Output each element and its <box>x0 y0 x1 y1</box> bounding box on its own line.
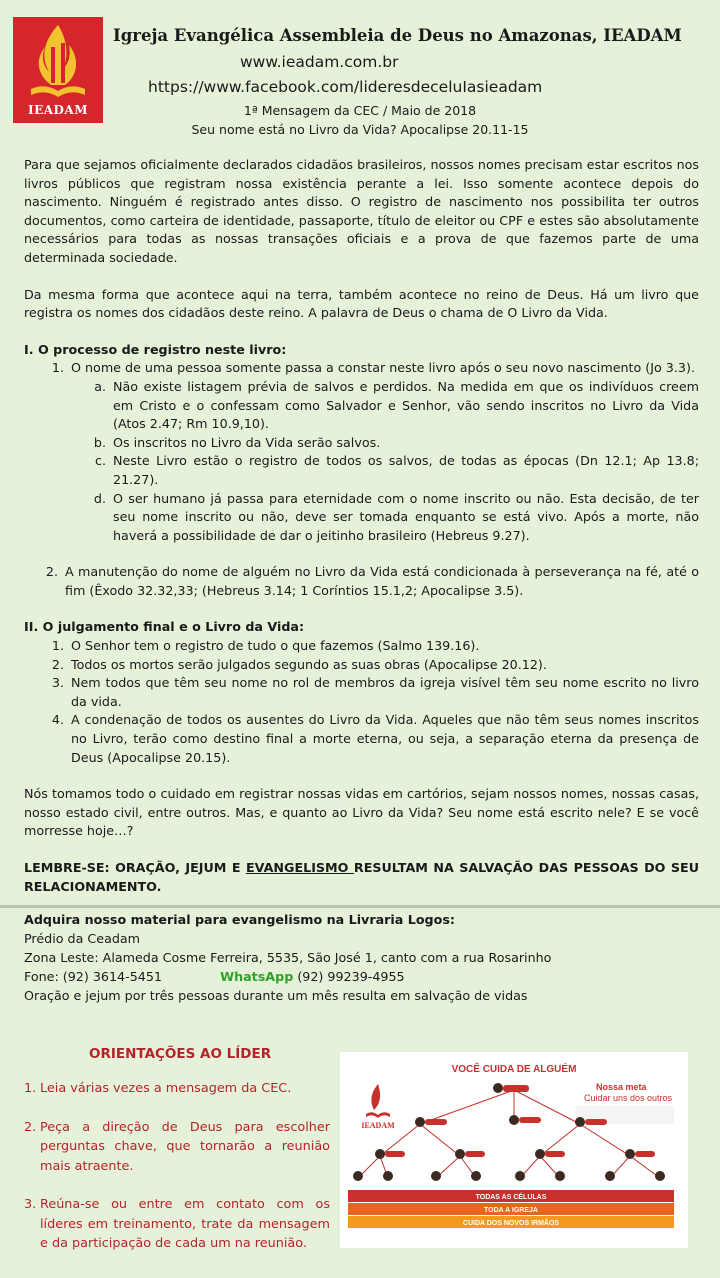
list-item: 2. Peça a direção de Deus para escolher perguntas chave, que tornarão a reunião mais atraente. <box>24 1119 330 1174</box>
list-item: 2. A manutenção do nome de alguém no Livro da Vida está condicionada à perseverança na fé, até o fim (Êxodo 32.32,33; (Hebreus 3.14; 1 Coríntios 15.1,2; Apocalipse 3.5). <box>45 564 699 598</box>
header <box>0 0 720 148</box>
guidance-title: ORIENTAÇÕES AO LÍDER <box>89 1046 272 1062</box>
store-info <box>24 910 704 1005</box>
tree-lines <box>358 1090 660 1178</box>
section-2-title: II. O julgamento final e o Livro da Vida: <box>24 619 305 635</box>
svg-text:TODAS AS CÉLULAS: TODAS AS CÉLULAS <box>475 1194 547 1201</box>
reminder: LEMBRE-SE: ORAÇÃO, JEJUM E EVANGELISMO RESULTAM NA SALVAÇÃO DAS PESSOAS DO SEU RELACIONAMENTO. <box>24 860 699 894</box>
message-line: 1ª Mensagem da CEC / Maio de 2018 <box>243 103 477 118</box>
list-item: 1. Leia várias vezes a mensagem da CEC. <box>24 1081 292 1096</box>
infographic-title: VOCÊ CUIDA DE ALGUÉM <box>451 1064 577 1075</box>
whatsapp-label: WhatsApp <box>220 969 294 984</box>
list-item: 3. Nem todos que têm seu nome no rol de membros da igreja visível têm seu nome escrito no livro da vida. <box>51 675 699 709</box>
whatsapp-number: (92) 99239-4955 <box>293 969 405 984</box>
intro-paragraph-1: Para que sejamos oficialmente declarados cidadãos brasileiros, nossos nomes precisam estar escritos nos livros públicos que registram nossa existência perante a lei. Isso somente acontece depois do nascimento. Ninguém é registrado antes disso. O registro de nascimento nos possibilita ter outros documentos, como carteira de identidade, passaporte, título de eleitor ou CPF e estes são absolutamente necessários para todas as nossas transações oficiais e a prova de que fazemos parte de uma determinada sociedade. <box>24 157 699 265</box>
list-item: a. Não existe listagem prévia de salvos e perdidos. Na medida em que os indivíduos creem em Cristo e o confessam como Salvador e Senhor, vão sendo inscritos no Livro da Vida (Atos 2.47; Rm 10.9,10). <box>94 378 699 432</box>
website-link[interactable]: www.ieadam.com.br <box>240 53 399 71</box>
list-item: 3. Reúna-se ou entre em contato com os líderes em treinamento, trate da mensagem e da participação de cada um na reunião. <box>24 1197 330 1251</box>
care-tree-diagram <box>340 1052 688 1248</box>
list-item: c. Neste Livro estão o registro de todos os salvos, de todas as épocas (Dn 12.1; Ap 13.8; 21.27). <box>94 453 699 487</box>
divider <box>0 905 720 908</box>
church-name: Igreja Evangélica Assembleia de Deus no Amazonas, IEADAM <box>113 26 682 45</box>
goal-title: Nossa meta <box>596 1082 647 1092</box>
list-item: b. Os inscritos no Livro da Vida serão salvos. <box>93 434 381 450</box>
list-item: 4. A condenação de todos os ausentes do Livro da Vida. Aqueles que não têm seus nomes inscritos no Livro, terão como destino final a morte eterna, ou seja, a separação eterna da presença de Deus (Apocalipse 20.15). <box>51 712 699 765</box>
infographic <box>340 1052 688 1248</box>
closing-paragraph: Nós tomamos todo o cuidado em registrar nossas vidas em cartórios, sejam nossos nomes, nossas casas, nosso estado civil, entre outros. Mas, e quanto ao Livro da Vida? Seu nome está escrito nele? E se você morresse hoje…? <box>24 786 699 839</box>
store-contacts <box>24 967 704 986</box>
list-item: 1. O Senhor tem o registro de tudo o que fazemos (Salmo 139.16). <box>51 638 480 654</box>
flame-icon <box>13 17 103 107</box>
svg-text:CUIDA DOS NOVOS IRMÃOS: CUIDA DOS NOVOS IRMÃOS <box>462 1220 560 1227</box>
facebook-link[interactable]: https://www.facebook.com/lideresdeceluIasieadam <box>148 78 543 96</box>
store-phone: Fone: (92) 3614-5451 <box>24 969 162 984</box>
store-line-4: Oração e jejum por três pessoas durante um mês resulta em salvação de vidas <box>24 988 528 1003</box>
goal-subtitle: Cuidar uns dos outros <box>584 1093 673 1103</box>
intro-paragraph-2: Da mesma forma que acontece aqui na terra, também acontece no reino de Deus. Há um livro que registra os nomes dos cidadãos deste reino. A palavra de Deus o chama de O Livro da Vida. <box>24 286 699 321</box>
logo-text: IEADAM <box>27 103 89 117</box>
message-title: Seu nome está no Livro da Vida? Apocalipse 20.11-15 <box>191 122 529 137</box>
svg-text:IEADAM: IEADAM <box>361 1121 395 1130</box>
store-address: Zona Leste: Alameda Cosme Ferreira, 5535, São José 1, canto com a rua Rosarinho <box>24 950 552 965</box>
store-line-1: Prédio da Ceadam <box>24 931 141 946</box>
guidance-list <box>24 1079 330 1273</box>
message-body <box>24 156 699 896</box>
section-1-title: I. O processo de registro neste livro: <box>24 341 287 357</box>
svg-text:TODA A IGREJA: TODA A IGREJA <box>484 1207 538 1214</box>
list-item: 1. O nome de uma pessoa somente passa a constar neste livro após o seu novo nascimento (Jo 3.3). <box>51 360 695 376</box>
store-title: Adquira nosso material para evangelismo na Livraria Logos: <box>24 912 455 927</box>
list-item: 2. Todos os mortos serão julgados segundo as suas obras (Apocalipse 20.12). <box>51 656 547 672</box>
list-item: d. O ser humano já passa para eternidade com o nome inscrito ou não. Esta decisão, de ter seu nome inscrito ou não, deve ser tomada enquanto se está vivo. Após a morte, não haverá a possibilidade de dar o jeitinho brasileiro (Hebreus 9.27). <box>93 490 699 543</box>
